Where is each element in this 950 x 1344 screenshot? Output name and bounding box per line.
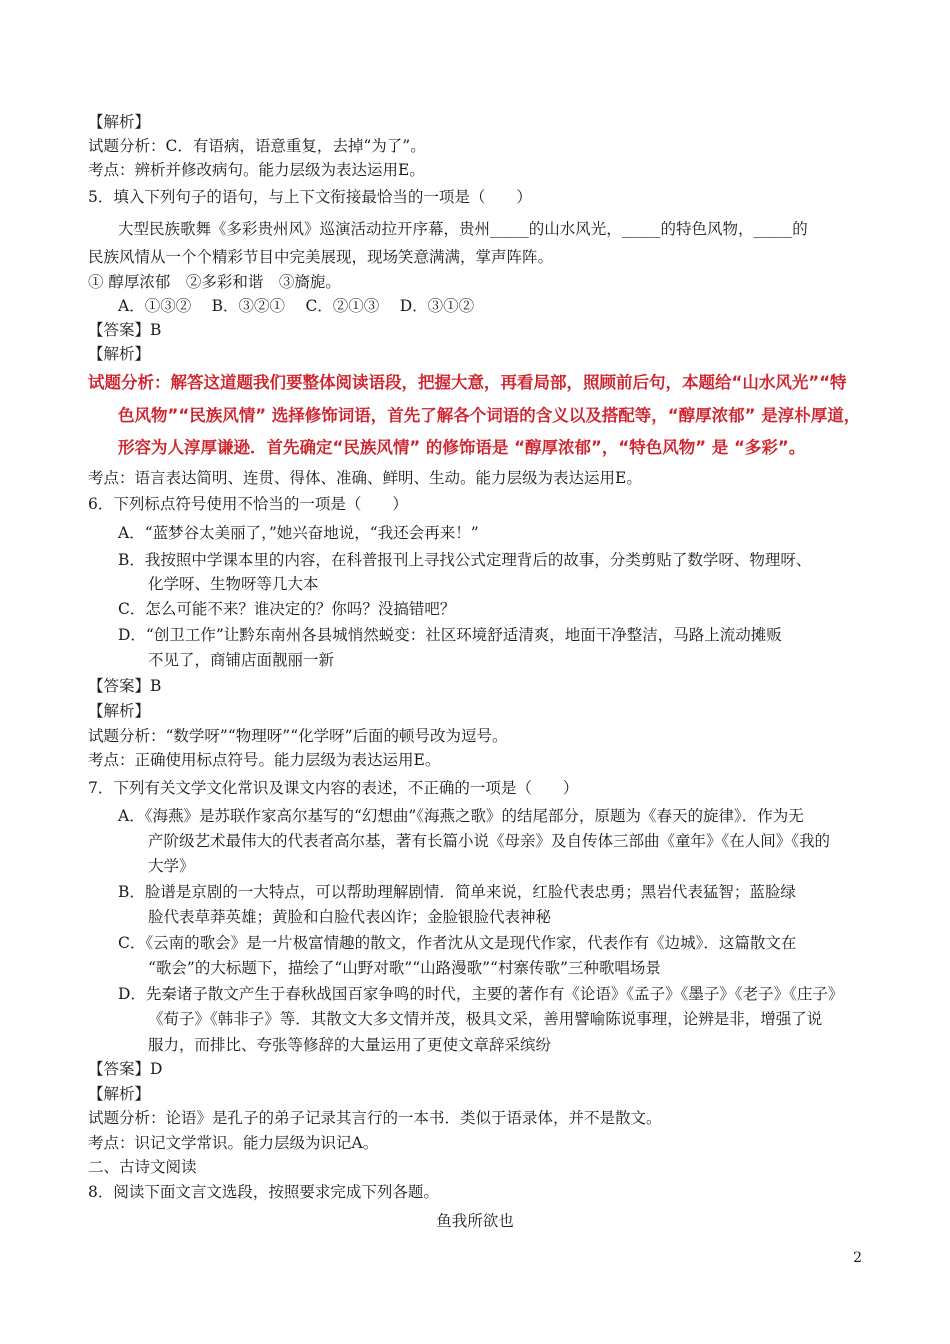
analysis-heading: 【解析】 — [88, 113, 151, 131]
option-a-cont: 大学》 — [148, 857, 195, 875]
option-c: C．《云南的歌会》是一片极富情趣的散文，作者沈从文是现代作家，代表作有《边城》．这篇散文在 — [118, 934, 797, 952]
analysis-text: 试题分析：C．有语病，语意重复，去掉“为了”。 — [88, 137, 426, 155]
analysis-heading: 【解析】 — [88, 345, 151, 363]
option-b: B．脸谱是京剧的一大特点，可以帮助理解剧情．简单来说，红脸代表忠勇；黑岩代表猛智；蓝脸绿 — [118, 883, 796, 901]
knowledge-point: 考点：识记文学常识。能力层级为识记A。 — [88, 1134, 379, 1152]
knowledge-point: 考点：辨析并修改病句。能力层级为表达运用E。 — [88, 161, 425, 179]
option-list: ① 醇厚浓郁 ②多彩和谐 ③旖旎。 — [88, 273, 341, 291]
question-6: 6．下列标点符号使用不恰当的一项是（ ） — [88, 495, 408, 513]
option-b: B．我按照中学课本里的内容，在科普报刊上寻找公式定理背后的故事，分类剪贴了数学呀、物理呀、 — [118, 551, 812, 569]
question-7: 7．下列有关文学文化常识及课文内容的表述，不正确的一项是（ ） — [88, 779, 579, 797]
analysis-text: 试题分析：论语》是孔子的弟子记录其言行的一本书．类似于语录体，并不是散文。 — [88, 1109, 662, 1127]
option-d-cont: 《荀子》《韩非子》等．其散文大多文情并茂，极具文采，善用譬喻陈说事理，论辨是非，增强了说 — [148, 1010, 823, 1028]
analysis-highlight: 试题分析：解答这道题我们要整体阅读语段，把握大意，再看局部，照顾前后句，本题给“山水风光”“特 — [88, 373, 847, 392]
passage-title: 鱼我所欲也 — [436, 1212, 514, 1230]
analysis-highlight: 色风物”“民族风情” 选择修饰词语，首先了解各个词语的含义以及搭配等，“醇厚浓郁” 是淳朴厚道， — [118, 406, 861, 425]
option-d-cont: 不见了，商铺店面靓丽一新 — [148, 651, 335, 669]
choices: A．①③② B．③②① C．②①③ D．③①② — [118, 297, 475, 315]
passage-text: 民族风情从一个个精彩节目中完美展现，现场笑意满满，掌声阵阵。 — [88, 248, 554, 266]
analysis-heading: 【解析】 — [88, 1085, 151, 1103]
knowledge-point: 考点：正确使用标点符号。能力层级为表达运用E。 — [88, 751, 441, 769]
answer-label: 【答案】B — [88, 677, 162, 695]
analysis-text: 试题分析：“数学呀”“物理呀”“化学呀”后面的顿号改为逗号。 — [88, 727, 508, 745]
option-d-cont: 服力，而排比、夸张等修辞的大量运用了更使文章辞采缤纷 — [148, 1036, 552, 1054]
option-a-cont: 产阶级艺术最伟大的代表者高尔基，著有长篇小说《母亲》及自传体三部曲《童年》《在人间》《我的 — [148, 832, 831, 850]
option-d: D．先秦诸子散文产生于春秋战国百家争鸣的时代，主要的著作有《论语》《孟子》《墨子》《老子》《庄子》 — [118, 985, 844, 1003]
knowledge-point: 考点：语言表达简明、连贯、得体、准确、鲜明、生动。能力层级为表达运用E。 — [88, 469, 642, 487]
option-c-cont: “歌会”的大标题下，描绘了“山野对歌”“山路漫歌”“村寨传歌”三种歌唱场景 — [148, 959, 661, 977]
analysis-heading: 【解析】 — [88, 702, 151, 720]
option-b-cont: 化学呀、生物呀等几大本 — [148, 575, 319, 593]
answer-label: 【答案】D — [88, 1060, 163, 1078]
question-8: 8．阅读下面文言文选段，按照要求完成下列各题。 — [88, 1183, 439, 1201]
answer-label: 【答案】B — [88, 321, 162, 339]
option-d: D．“创卫工作”让黔东南州各县城悄然蜕变：社区环境舒适清爽，地面干净整洁，马路上流动摊贩 — [118, 626, 782, 644]
section-heading: 二、古诗文阅读 — [88, 1158, 197, 1176]
analysis-highlight: 形容为人淳厚谦逊．首先确定“民族风情” 的修饰语是 “醇厚浓郁”，“特色风物” 是 “多彩”。 — [118, 438, 806, 457]
passage-text: 大型民族歌舞《多彩贵州风》巡演活动拉开序幕，贵州_____的山水风光，_____的特色风物，_____的 — [118, 220, 808, 238]
option-a: A．《海燕》是苏联作家高尔基写的“幻想曲”《海燕之歌》的结尾部分，原题为《春天的旋律》．作为无 — [118, 807, 804, 825]
option-c: C．怎么可能不来？谁决定的？你吗？没搞错吧？ — [118, 600, 456, 618]
page-number: 2 — [853, 1250, 862, 1266]
option-b-cont: 脸代表草莽英雄；黄脸和白脸代表凶诈；金脸银脸代表神秘 — [148, 908, 552, 926]
option-a: A．“蓝梦谷太美丽了，”她兴奋地说，“我还会再来！” — [118, 524, 479, 542]
question-5: 5．填入下列句子的语句，与上下文衔接最恰当的一项是（ ） — [88, 188, 532, 206]
